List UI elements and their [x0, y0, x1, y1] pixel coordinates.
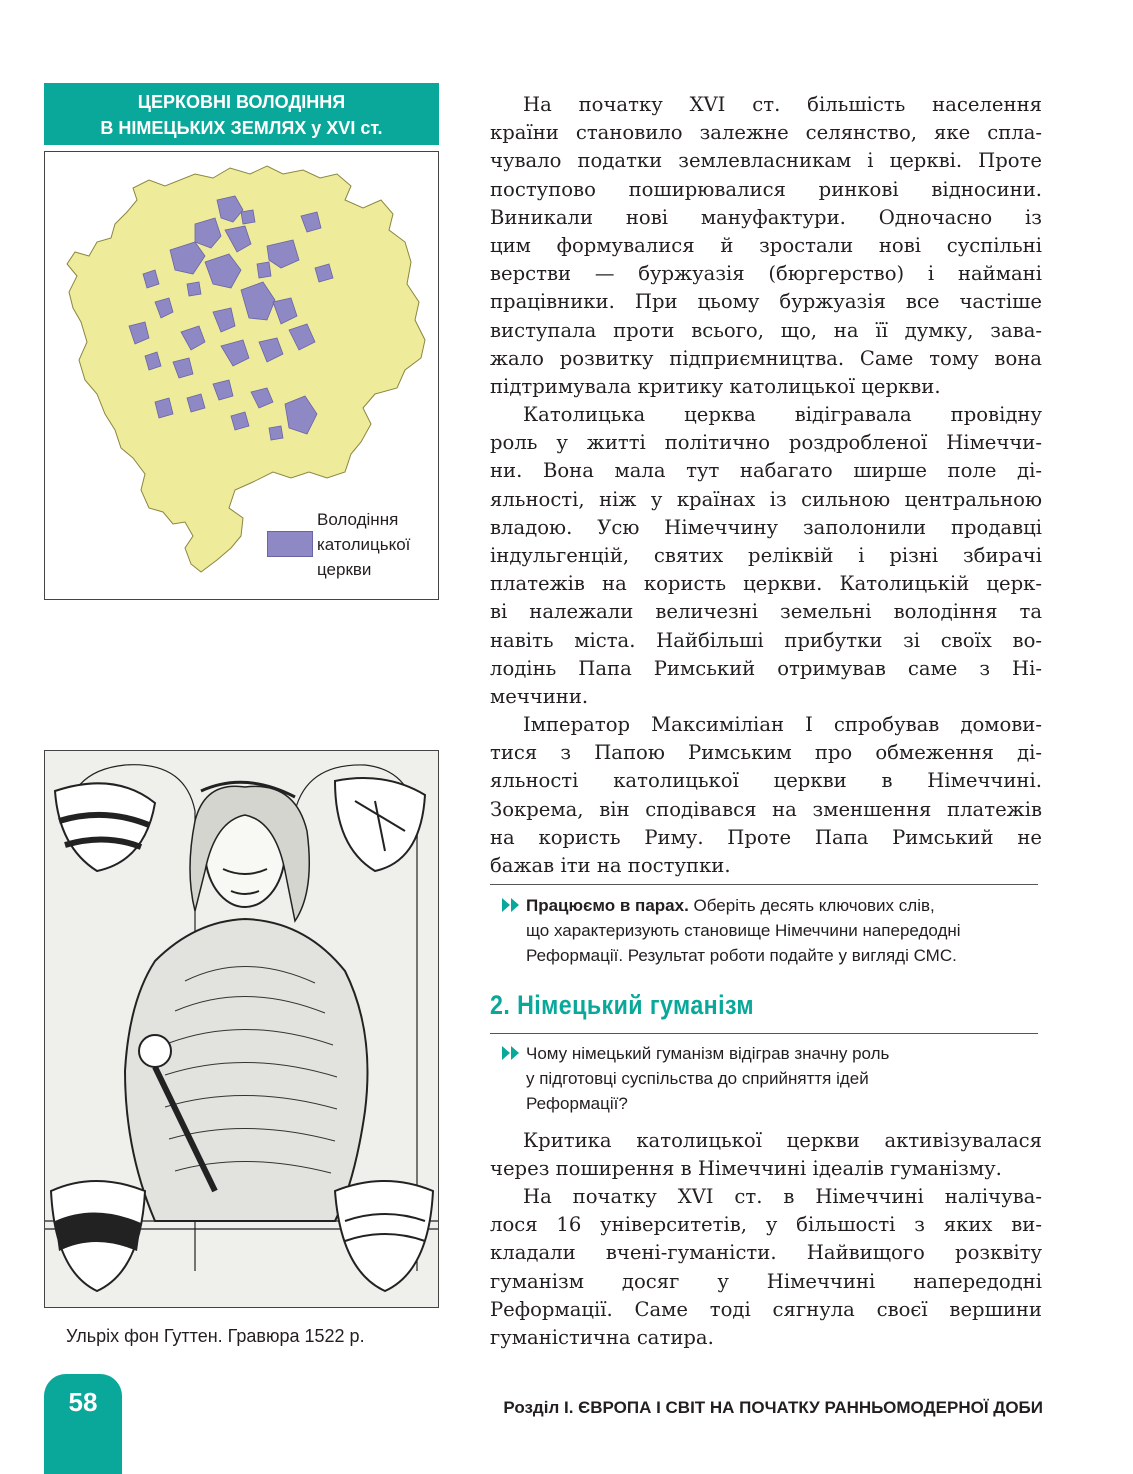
legend-line2: католицької: [317, 535, 411, 554]
text-line: ві належали величезні земельні володіння та: [490, 600, 1042, 624]
text-line: через поширення в Німеччині ідеалів гуманізму.: [490, 1157, 1002, 1181]
text-line: Виникали нові мануфактури. Одночасно із: [490, 205, 1042, 229]
text-line: владою. Усю Німеччину заполонили продавці: [490, 515, 1042, 539]
text-line: гуманізм досяг у Німеччині напередодні: [490, 1269, 1042, 1293]
text-line: Імператор Максиміліан I спробував домови-: [523, 713, 1042, 736]
map-title-line1: ЦЕРКОВНІ ВОЛОДІННЯ: [137, 92, 346, 112]
text-line: яльності католицької церкви в Німеччині.: [490, 769, 1042, 793]
task-line1: Оберіть десять ключових слів,: [688, 896, 935, 915]
church-holdings-map: [44, 151, 439, 600]
text-line: цим формувалися й зростали нові суспільні: [490, 234, 1042, 258]
engraving-graphic: [45, 751, 438, 1307]
paragraph-1: [490, 91, 1042, 401]
task-line2: що характеризують становище Німеччини напередодні: [526, 921, 961, 940]
page-number: 58: [44, 1374, 122, 1474]
text-line: лодінь Папа Римський отримував саме з Ні-: [490, 656, 1042, 680]
hutten-engraving: [44, 750, 439, 1308]
legend-swatch-church: [267, 531, 313, 557]
text-line: Католицька церква відігравала провідну: [523, 403, 1042, 426]
text-line: на користь Риму. Проте Папа Римський не: [490, 825, 1042, 849]
text-line: тися з Папою Римським про обмеження ді-: [490, 741, 1042, 765]
text-line: лося 16 університетів, у більшості з яких ви-: [490, 1213, 1042, 1237]
text-line: жало розвитку підприємництва. Саме тому вона: [490, 346, 1042, 370]
text-line: На початку XVI ст. більшість населення: [523, 93, 1042, 116]
text-line: країни становило залежне селянство, яке спла-: [490, 121, 1042, 145]
paragraph-2: [490, 401, 1042, 711]
chapter-footer: Розділ I. ЄВРОПА І СВІТ НА ПОЧАТКУ РАННЬОМОДЕРНОЇ ДОБИ: [503, 1398, 1043, 1417]
text-line: ни. Вона мала тут набагато ширше поле ді-: [490, 459, 1042, 483]
portrait-caption: Ульріх фон Гуттен. Гравюра 1522 р.: [66, 1326, 365, 1346]
text-line: працівники. При цьому буржуазія все частіше: [490, 290, 1042, 314]
double-arrow-icon: [502, 898, 522, 912]
double-arrow-icon: [502, 1046, 522, 1060]
map-legend: [317, 507, 410, 582]
text-line: Критика католицької церкви активізувалася: [523, 1129, 1042, 1152]
text-line: виступала проти всього, що, на її думку, зава-: [490, 318, 1042, 342]
text-line: поступово поширювалися ринкові відносини.: [490, 177, 1042, 201]
task-bold-label: Працюємо в парах.: [526, 896, 689, 915]
text-line: бажав іти на поступки.: [490, 854, 731, 878]
paragraph-3: [490, 711, 1042, 880]
question-task: [502, 1041, 889, 1116]
text-line: меччини.: [490, 685, 589, 709]
paragraph-4: [490, 1127, 1042, 1183]
map-title: [44, 83, 439, 145]
section-title: 2. Німецький гуманізм: [490, 990, 755, 1020]
text-line: підтримувала критику католицької церкви.: [490, 375, 941, 399]
text-line: платежів на користь церкви. Католицькій церк-: [490, 572, 1042, 596]
pair-work-task: [502, 893, 961, 968]
question-line1: Чому німецький гуманізм відіграв значну роль: [526, 1044, 890, 1063]
text-line: навіть міста. Найбільші прибутки зі своїх во-: [490, 628, 1042, 652]
paragraph-5: [490, 1183, 1042, 1352]
text-line: На початку XVI ст. в Німеччині налічува-: [523, 1185, 1042, 1208]
task-line3: Реформації. Результат роботи подайте у вигляді СМС.: [526, 946, 957, 965]
text-line: Зокрема, він сподівався на зменшення платежів: [490, 797, 1042, 821]
text-line: верстви — буржуазія (бюргерство) і наймані: [490, 262, 1042, 286]
text-line: яльності, ніж у країнах із сильною центральною: [490, 487, 1042, 511]
text-line: Реформації. Саме тоді сягнула своєї вершини: [490, 1297, 1042, 1321]
section-rule: [490, 1033, 1038, 1034]
text-line: чувало податки землевласникам і церкві. Проте: [490, 149, 1042, 173]
map-title-line2: В НІМЕЦЬКИХ ЗЕМЛЯХ у XVI ст.: [100, 118, 383, 138]
legend-line1: Володіння: [317, 510, 399, 529]
text-line: кладали вчені-гуманісти. Найвищого розквіту: [490, 1241, 1042, 1265]
question-line3: Реформації?: [526, 1094, 628, 1113]
question-line2: у підготовці суспільства до сприйняття ідей: [526, 1069, 869, 1088]
text-line: роль у житті політично роздробленої Німеччи-: [490, 431, 1042, 455]
task-rule-top: [490, 884, 1038, 885]
legend-line3: церкви: [317, 560, 372, 579]
text-line: гуманістична сатира.: [490, 1326, 714, 1350]
text-line: індульгенцій, святих реліквій і різні збирачі: [490, 544, 1042, 568]
